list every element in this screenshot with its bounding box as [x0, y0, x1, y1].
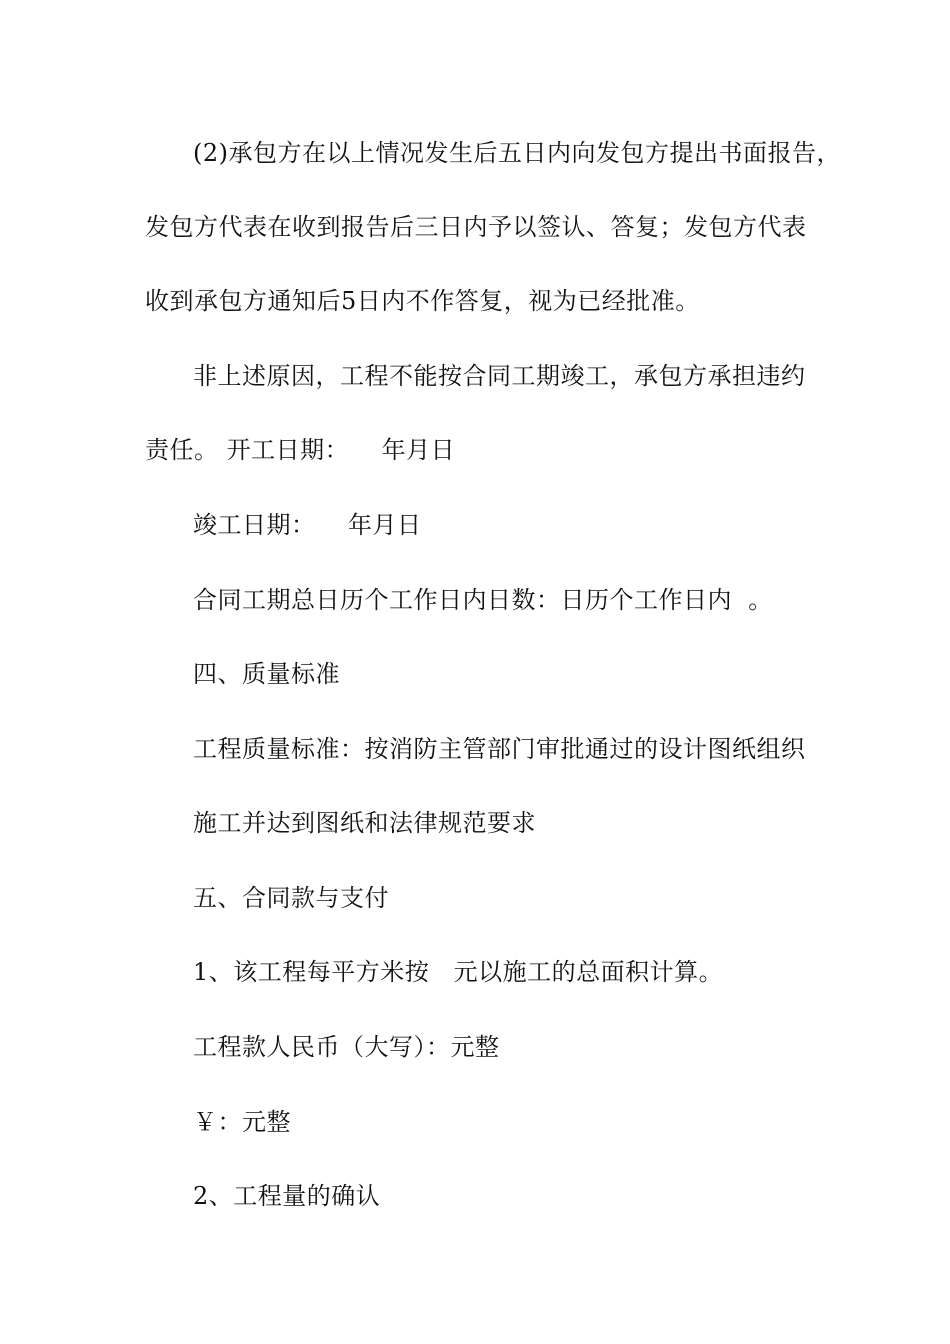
completion-date-line: 竣工日期： 年月日 [193, 511, 422, 539]
paragraph-line-1: (2)承包方在以上情况发生后五日内向发包方提出书面报告， [193, 139, 841, 167]
contract-duration-line: 合同工期总日历个工作日内日数：日历个工作日内 。 [193, 586, 773, 614]
payment-amount-yuan: ￥：元整 [193, 1108, 291, 1136]
paragraph-line-3: 收到承包方通知后5日内不作答复，视为已经批准。 [145, 287, 700, 315]
paragraph-line-5: 责任。 开工日期： 年月日 [145, 436, 456, 464]
payment-clause-1: 1、该工程每平方米按 元以施工的总面积计算。 [193, 958, 724, 986]
quantity-confirmation-heading: 2、工程量的确认 [193, 1182, 381, 1210]
paragraph-line-4: 非上述原因，工程不能按合同工期竣工，承包方承担违约 [193, 362, 806, 390]
quality-standard-line-1: 工程质量标准：按消防主管部门审批通过的设计图纸组织 [193, 735, 806, 763]
section-heading-quality: 四、质量标准 [193, 660, 340, 688]
paragraph-line-2: 发包方代表在收到报告后三日内予以签认、答复；发包方代表 [145, 213, 807, 241]
quality-standard-line-2: 施工并达到图纸和法律规范要求 [193, 809, 536, 837]
payment-amount-uppercase: 工程款人民币（大写）：元整 [193, 1033, 500, 1061]
section-heading-payment: 五、合同款与支付 [193, 884, 389, 912]
